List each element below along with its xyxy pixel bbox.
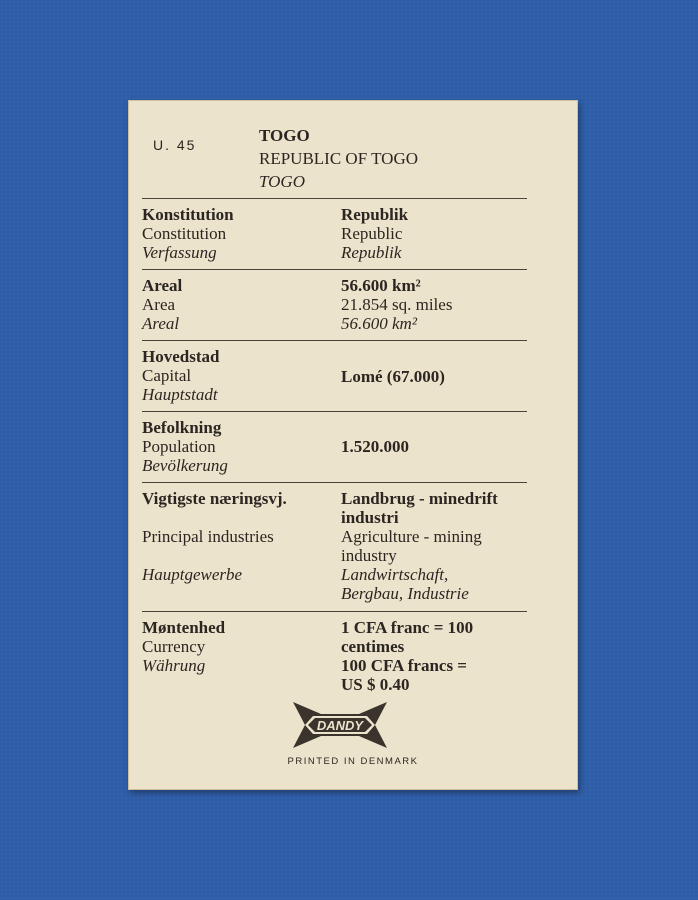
divider (142, 198, 527, 199)
value-english: Republic (341, 224, 403, 243)
title-german: TOGO (259, 172, 305, 191)
value-population: 1.520.000 (341, 437, 409, 456)
value-currency-2: centimes (341, 637, 405, 656)
label-english: Currency (142, 637, 206, 656)
title-danish: TOGO (259, 126, 310, 145)
logo-text: DANDY (316, 718, 364, 733)
label-danish: Areal (142, 276, 183, 295)
label-danish: Hovedstad (142, 347, 220, 366)
value-currency-1: 1 CFA franc = 100 (341, 618, 474, 637)
label-english: Population (142, 437, 216, 456)
divider (142, 340, 527, 341)
label-english: Principal industries (142, 527, 274, 546)
label-german: Hauptstadt (142, 385, 218, 404)
label-german: Währung (142, 656, 206, 675)
value-german: 56.600 km² (341, 314, 417, 333)
title-english: REPUBLIC OF TOGO (259, 149, 419, 168)
label-english: Constitution (142, 224, 227, 243)
label-danish: Konstitution (142, 205, 234, 224)
value-danish-2: industri (341, 508, 399, 527)
value-english-1: Agriculture - mining (341, 527, 482, 546)
dandy-logo (291, 700, 389, 750)
label-danish: Vigtigste næringsvj. (142, 489, 287, 508)
value-german: Republik (341, 243, 402, 262)
value-currency-3: 100 CFA francs = (341, 656, 467, 675)
label-english: Capital (142, 366, 192, 385)
value-danish: Republik (341, 205, 409, 224)
value-capital: Lomé (67.000) (341, 367, 445, 386)
divider (142, 411, 527, 412)
divider (142, 611, 527, 612)
value-german-1: Landwirtschaft, (341, 565, 449, 584)
printed-in-denmark: PRINTED IN DENMARK (287, 756, 419, 767)
label-german: Hauptgewerbe (142, 565, 243, 584)
label-english: Area (142, 295, 176, 314)
label-danish: Møntenhed (142, 618, 226, 637)
card-title (259, 124, 418, 193)
label-german: Verfassung (142, 243, 217, 262)
trading-card (128, 100, 578, 790)
value-english: 21.854 sq. miles (341, 295, 453, 314)
label-german: Areal (142, 314, 180, 333)
label-german: Bevölkerung (142, 456, 228, 475)
value-german-2: Bergbau, Industrie (341, 584, 469, 603)
label-danish: Befolkning (142, 418, 222, 437)
divider (142, 269, 527, 270)
value-currency-4: US $ 0.40 (341, 675, 410, 694)
value-danish-1: Landbrug - minedrift (341, 489, 498, 508)
value-danish: 56.600 km² (341, 276, 421, 295)
divider (142, 482, 527, 483)
value-english-2: industry (341, 546, 397, 565)
card-code: U. 45 (153, 137, 197, 153)
